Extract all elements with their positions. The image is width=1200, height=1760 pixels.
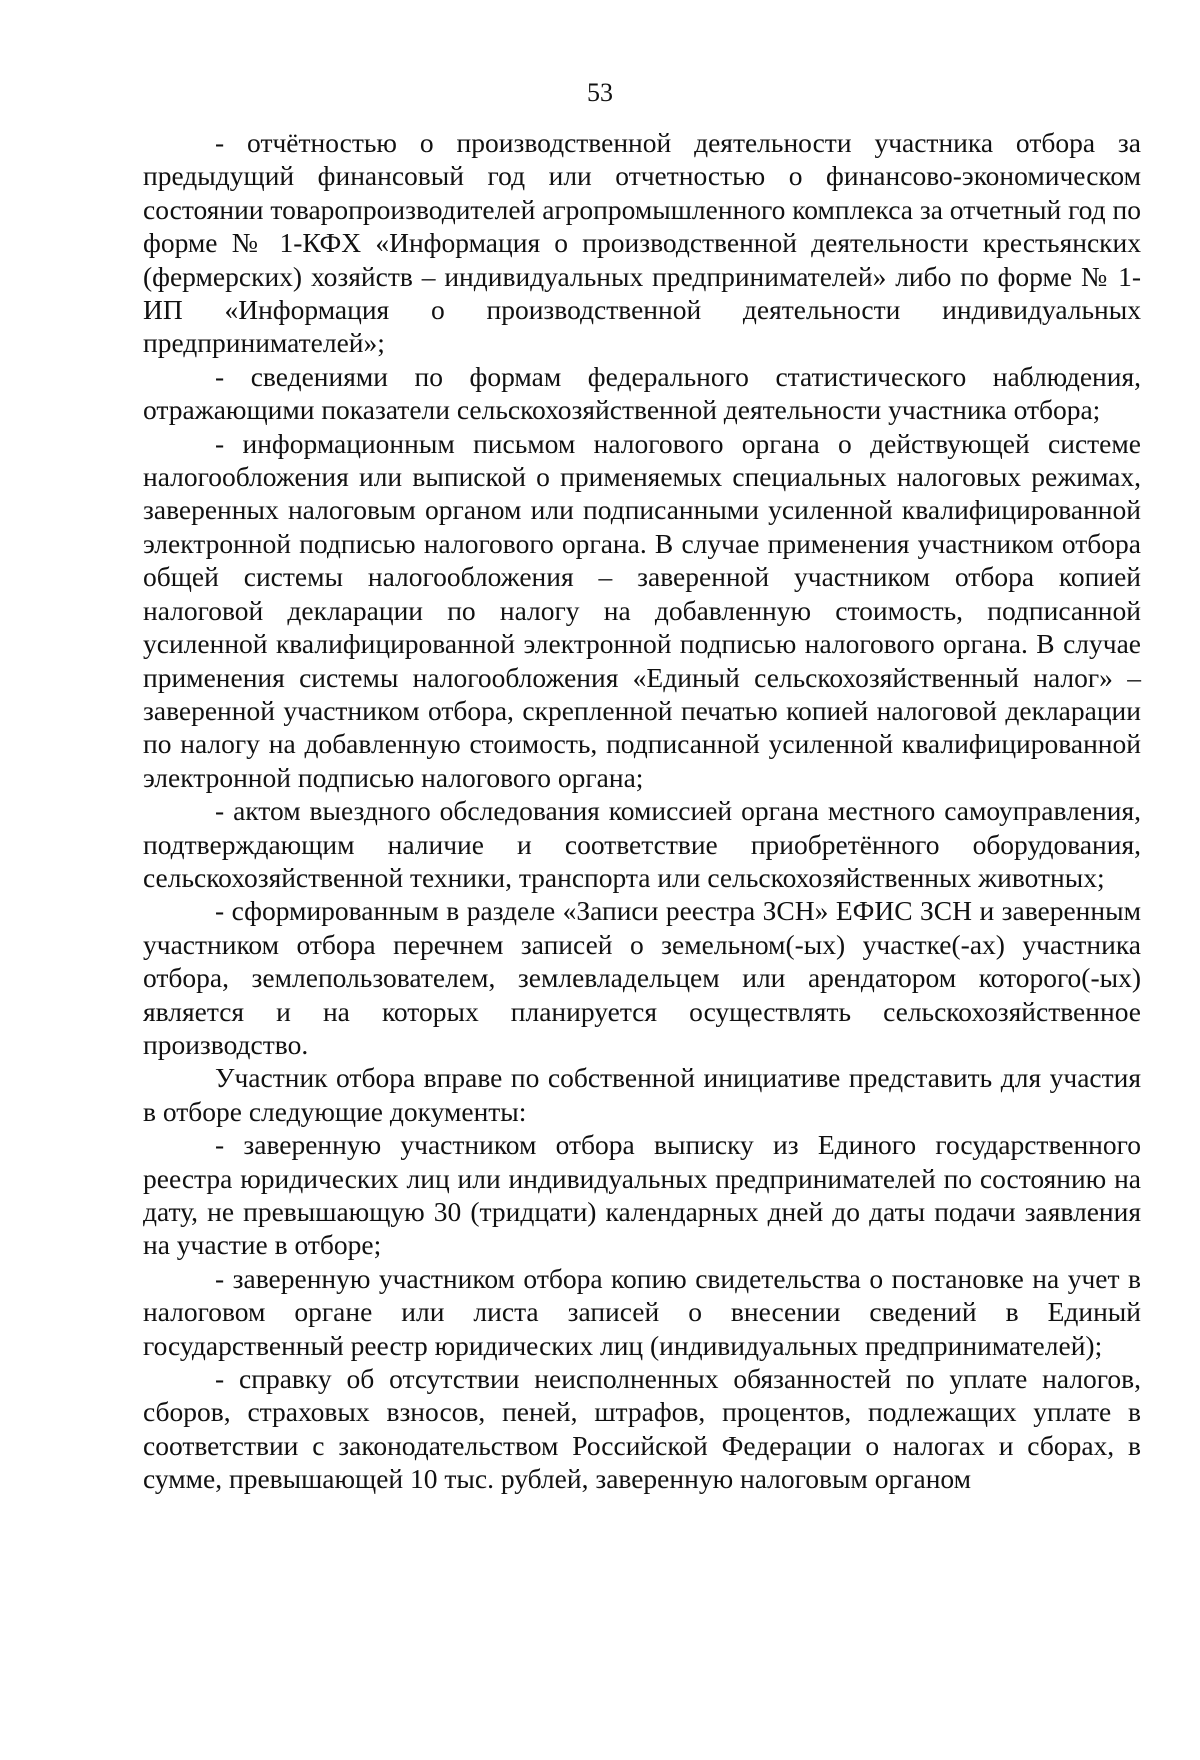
paragraph-inspection-act: - актом выездного обследования комиссией органа местного самоуправления, подтверждающим наличие и соответствие приобретённого оборудования, сельскохозяйственной техники, транспорта или сельскохозяйственных животных; (143, 795, 1141, 893)
paragraph-optional-intro: Участник отбора вправе по собственной инициативе представить для участия в отборе следующие документы: (143, 1062, 1141, 1127)
paragraph-tax-certificate-copy: - заверенную участником отбора копию свидетельства о постановке на учет в налоговом органе или листа записей о внесении сведений в Единый государственный реестр юридических лиц (индивидуальных предпринимателей); (143, 1262, 1141, 1361)
paragraph-registry-extract: - заверенную участником отбора выписку из Единого государственного реестра юридических лиц или индивидуальных предпринимателей по состоянию на дату, не превышающую 30 (тридцати) календарных дней до даты подачи заявления на участие в отборе; (143, 1129, 1141, 1261)
paragraph-reporting: - отчётностью о производственной деятельности участника отбора за предыдущий финансовый год или отчетностью о финансово-экономическом состоянии товаропроизводителей агропромышленного комплекса за отчетный год по форме № 1-КФХ «Информация о производственной деятельности крестьянских (фермерских) хозяйств – индивидуальных предпринимателей» либо по форме № 1-ИП «Информация о производственной деятельности индивидуальных предпринимателей»; (143, 127, 1141, 359)
paragraph-tax-letter: - информационным письмом налогового органа о действующей системе налогообложения или выпиской о применяемых специальных налоговых режимах, заверенных налоговым органом или подписанными усиленной квалифицированной электронной подписью налогового органа. В случае применения участником отбора общей системы налогообложения – заверенной участником отбора копией налоговой декларации по налогу на добавленную стоимость, подписанной усиленной квалифицированной электронной подписью налогового органа. В случае применения системы налогообложения «Единый сельскохозяйственный налог» – заверенной участником отбора, скрепленной печатью копией налоговой декларации по налогу на добавленную стоимость, подписанной усиленной квалифицированной электронной подписью налогового органа; (143, 427, 1141, 793)
paragraph-no-debt-certificate: - справку об отсутствии неисполненных обязанностей по уплате налогов, сборов, страховых взносов, пеней, штрафов, процентов, подлежащих уплате в соответствии с законодательством Российской Федерации о налогах и сборах, в сумме, превышающей 10 тыс. рублей, заверенную налоговым органом (143, 1363, 1141, 1495)
page-number: 53 (587, 78, 613, 107)
paragraph-statistics: - сведениями по формам федерального статистического наблюдения, отражающими показатели сельскохозяйственной деятельности участника отбора; (143, 360, 1141, 426)
paragraph-land-records: - сформированным в разделе «Записи реестра ЗСН» ЕФИС ЗСН и заверенным участником отбора перечнем записей о земельном(-ых) участке(-ах) участника отбора, землепользователем, землевладельцем или арендатором которого(-ых) является и на которых планируется осуществлять сельскохозяйственное производство. (143, 895, 1141, 1060)
document-body (143, 126, 1141, 1496)
